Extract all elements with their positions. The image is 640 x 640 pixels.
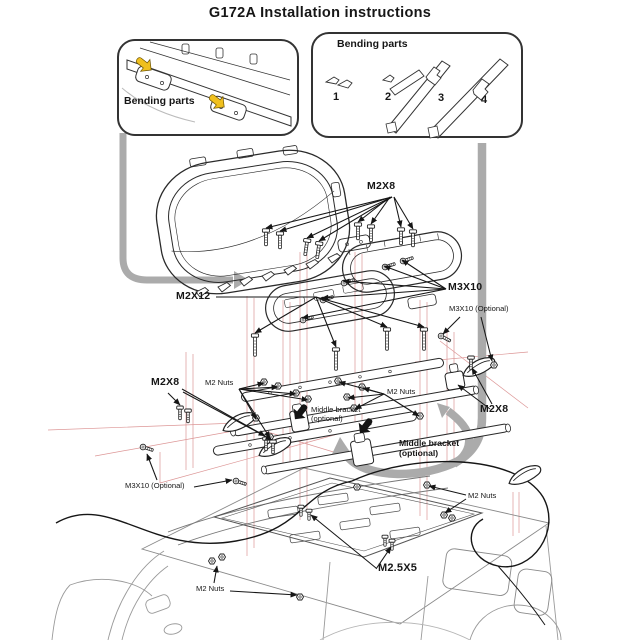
assembly-flow-arrow-left-icon xyxy=(123,133,249,289)
middle-bracket-front-line1: Middle bracket xyxy=(311,405,361,414)
callout-m2x8-top: M2X8 xyxy=(367,180,396,192)
inset-left xyxy=(118,40,298,135)
alignment-guide-lines xyxy=(48,252,528,556)
part-number-1: 1 xyxy=(332,91,340,103)
callout-m3x10: M3X10 xyxy=(448,281,483,293)
callout-middle-bracket-rear xyxy=(399,438,459,459)
inset-left-label: Bending parts xyxy=(124,95,195,107)
callout-m2x8-right: M2X8 xyxy=(480,403,509,415)
inset-right-label: Bending parts xyxy=(337,38,408,50)
callout-m3x10-optional-right: M3X10 (Optional) xyxy=(449,304,509,313)
middle-bracket-rear-line1: Middle bracket xyxy=(399,438,460,448)
callout-m2_5x5: M2.5X5 xyxy=(378,562,418,574)
middle-bracket-rear-line2: (optional) xyxy=(399,448,439,459)
tube-clamp-right xyxy=(443,363,465,391)
part-number-2: 2 xyxy=(384,91,392,103)
callout-m2-nuts-bottom: M2 Nuts xyxy=(196,584,225,593)
part-number-3: 3 xyxy=(437,92,445,104)
callout-m3x10-optional-left: M3X10 (Optional) xyxy=(125,481,185,490)
middle-bracket-front-line2: (optional) xyxy=(311,414,343,424)
callout-m2-nuts-left: M2 Nuts xyxy=(205,378,234,387)
screws-m2x12 xyxy=(251,328,427,370)
callout-m2x8-left: M2X8 xyxy=(151,376,180,388)
page-title: G172A Installation instructions xyxy=(208,5,432,21)
part-number-4: 4 xyxy=(480,94,488,106)
callout-m2-nuts-right: M2 Nuts xyxy=(468,491,497,500)
callout-m2-nuts-mid: M2 Nuts xyxy=(387,387,416,396)
rail-foot xyxy=(506,463,543,487)
rack-tray-lower xyxy=(262,267,437,335)
callout-m2x12: M2X12 xyxy=(176,290,211,302)
callout-middle-bracket-front xyxy=(311,405,360,424)
